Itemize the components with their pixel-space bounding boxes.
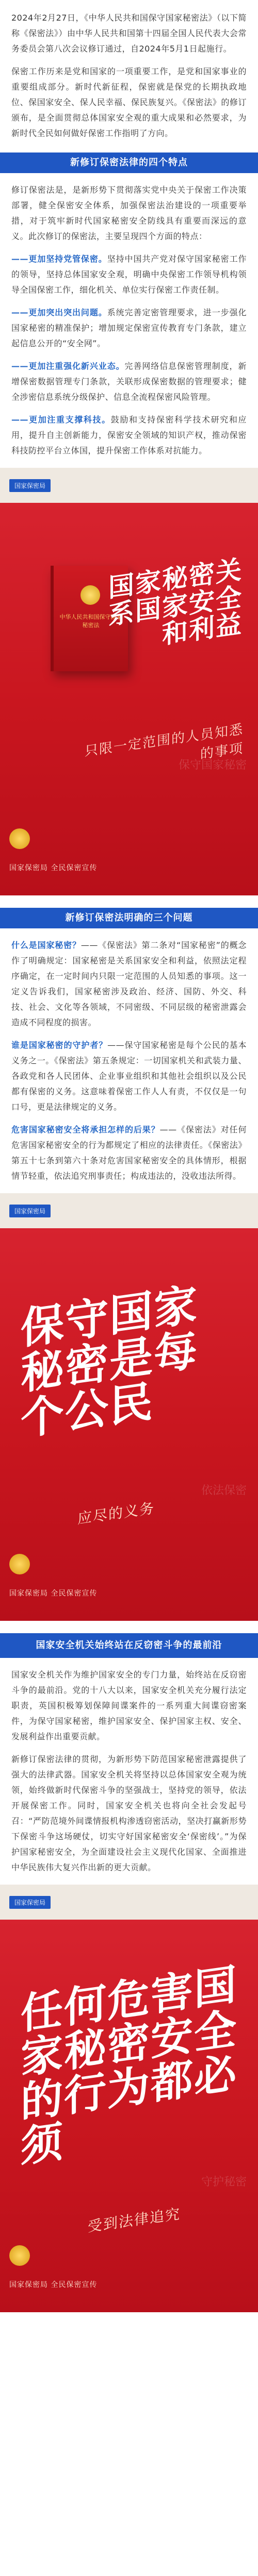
- book-title: 中华人民共和国保守国家秘密法: [59, 614, 122, 629]
- point-4-body: 鼓励和支持保密科学技术研究和应用，提升自主创新能力，保密安全领域的知识产权，推动保密科技防控平台立体国，提升保密工作体系对抗能力。: [11, 415, 247, 455]
- emblem-icon: [9, 1554, 30, 1574]
- section-1-title: 新修订保密法律的四个特点: [0, 152, 258, 173]
- national-emblem-icon: [80, 585, 100, 605]
- section-1-point-1: [0, 251, 258, 298]
- poster-tagline: 国家保密局 全民保密宣传: [9, 1589, 98, 1598]
- section-3-title: 国家安全机关始终站在反窃密斗争的最前沿: [0, 1633, 258, 1658]
- point-4-head: ——更加注重支撑科技。: [11, 415, 111, 425]
- point-1-head: ——更加坚持党管保密。: [11, 254, 107, 264]
- poster-3: [0, 1885, 258, 2312]
- emblem-icon: [9, 2245, 30, 2266]
- section-1-point-3: [0, 359, 258, 405]
- point-3-body: 完善网络信息保密管理制度，新增保密数据管理专门条款，关联形成保密数据的管理要求；健全涉密信息系统分级保护、信息全流程保密风险管理。: [11, 361, 247, 402]
- poster-2: [0, 1193, 258, 1621]
- poster-1: [0, 468, 258, 895]
- item-1-body: ——《保密法》第二条对“国家秘密”的概念作了明确规定：国家秘密是关系国家安全和利益，依照法定程序确定，在一定时间内只限一定范围的人员知悉的事项。这一定义告诉我们，国家秘密涉及政治、经济、国防、外交、科技、社会、文化等各领域，不同密级、不同层级的秘密泄露会造成不同程度的损害。: [11, 940, 247, 1027]
- section-2-item-2: [0, 1038, 258, 1115]
- intro-paragraph-1: 2024年2月27日，《中华人民共和国保守国家秘密法》（以下简称《保密法》）由中华人民共和国第十四届全国人民代表大会常务委员会第八次会议修订通过，自2024年5月1日起施行。: [11, 13, 247, 54]
- poster-subslogan: 受到法律追究: [88, 2205, 181, 2235]
- point-1-body: 坚持中国共产党对保守国家秘密工作的领导，坚持总体国家安全观，明确中央保密工作领导机构领导全国保密工作，细化机关、单位实行保密工作责任制。: [11, 254, 247, 295]
- poster-logo: 国家保密局: [9, 1205, 51, 1217]
- section-3-paragraph-1: 国家安全机关作为维护国家安全的专门力量，始终站在反窃密斗争的最前沿。党的十八大以来，国家安全机关充分履行法定职责，英国积极筹划保障间谍案件的一系列重大间谍窃密案件，为保守国家秘密，维护国家安全、保护国家主权、安全、发展利益作出重要贡献。: [11, 1670, 247, 1741]
- point-2-head: ——更加突出突出问题。: [11, 308, 107, 317]
- item-3-head: 危害国家秘密安全将承担怎样的后果？: [11, 1125, 160, 1134]
- item-1-head: 什么是国家秘密？: [11, 940, 81, 950]
- section-2-title: 新修订保密法明确的三个问题: [0, 908, 258, 928]
- poster-tagline: 国家保密局 全民保密宣传: [9, 2281, 98, 2289]
- section-2-item-1: [0, 938, 258, 1030]
- item-3-body: ——《保密法》对任何危害国家秘密安全的行为都规定了相应的法律责任。《保密法》第五十七条到第六十条对危害国家秘密安全的具体情形，根据情节轻重，依法追究刑事责任；构成违法的，没收违法所得。: [11, 1125, 247, 1181]
- poster-logo: 国家保密局: [9, 479, 51, 492]
- point-3-head: ——更加注重强化新兴业态。: [11, 361, 125, 371]
- intro-section: [0, 0, 258, 141]
- poster-slogan: 任何危害国家秘密安全的行为都必须: [21, 1960, 238, 2173]
- poster-watermark: 守护秘密: [201, 2176, 247, 2189]
- poster-logo: 国家保密局: [9, 1896, 51, 1909]
- poster-subslogan: 应尽的义务: [77, 1499, 155, 1528]
- point-2-body: 系统完善定密管理要求，进一步强化国家秘密的精准保护；增加规定保密宣传教育专门条款，建立起信息公开的“安全网”。: [11, 308, 247, 348]
- poster-watermark: 保守国家秘密: [178, 759, 247, 772]
- poster-slogan: 国家秘密关系国家安全和利益: [108, 554, 243, 650]
- intro-paragraph-2: 保密工作历来是党和国家的一项重要工作，是党和国家事业的重要组成部分。新时代新征程，保密就是保党的长期执政地位、保国家安全、保人民幸福、保民族复兴。《保密法》的修订颁布，是全面贯彻总体国家安全观的重大成果和必然要求，为新时代全民如何做好保密工作指明了方向。: [11, 66, 247, 138]
- section-3-paragraph-2: 新修订保密法律的贯彻，为新形势下防范国家秘密泄露提供了强大的法律武器。国家安全机关将坚持以总体国家安全观为统领，始终做新时代保密斗争的坚强战士，坚持党的领导，依法开展保密工作。同时，国家安全机关也将向全社会发起号召：“严防范境外间谍情报机构渗透窃密活动，坚决打赢新形势下保密斗争这场硬仗，切实守好国家秘密安全‘保密线’。”为保护国家秘密安全，为全面建设社会主义现代化国家、全面推进中华民族伟大复兴作出新的更大贡献。: [11, 1754, 247, 1872]
- item-2-head: 谁是国家秘密的守护者？: [11, 1040, 108, 1050]
- poster-watermark: 依法保密: [201, 1484, 247, 1497]
- item-2-body: ——保守国家秘密是每个公民的基本义务之一。《保密法》第五条规定：一切国家机关和武装力量、各政党和各人民团体、企业事业组织和其他社会组织以及公民都有保密的义务。这意味着保密工作人人有责，不仅仅是一句口号，更是法律规定的义务。: [11, 1040, 247, 1112]
- section-1-point-2: [0, 305, 258, 351]
- section-1-point-4: [0, 412, 258, 459]
- emblem-icon: [9, 828, 30, 849]
- poster-tagline: 国家保密局 全民保密宣传: [9, 864, 98, 872]
- poster-slogan: 保守国家秘密是每个公民: [21, 1279, 199, 1445]
- section-1-lead: 修订保密法是，是新形势下贯彻落实党中央关于保密工作决策部署，健全保密安全体系，加强保密法治建设的一项重要举措，对于筑牢新时代国家秘密安全防线具有重要而深远的意义。此次修订的保密法，主要呈现四个方面的特点：: [11, 185, 247, 241]
- poster-subslogan: 只限一定范围的人员知悉的事项: [84, 721, 244, 762]
- section-2-item-3: [0, 1122, 258, 1184]
